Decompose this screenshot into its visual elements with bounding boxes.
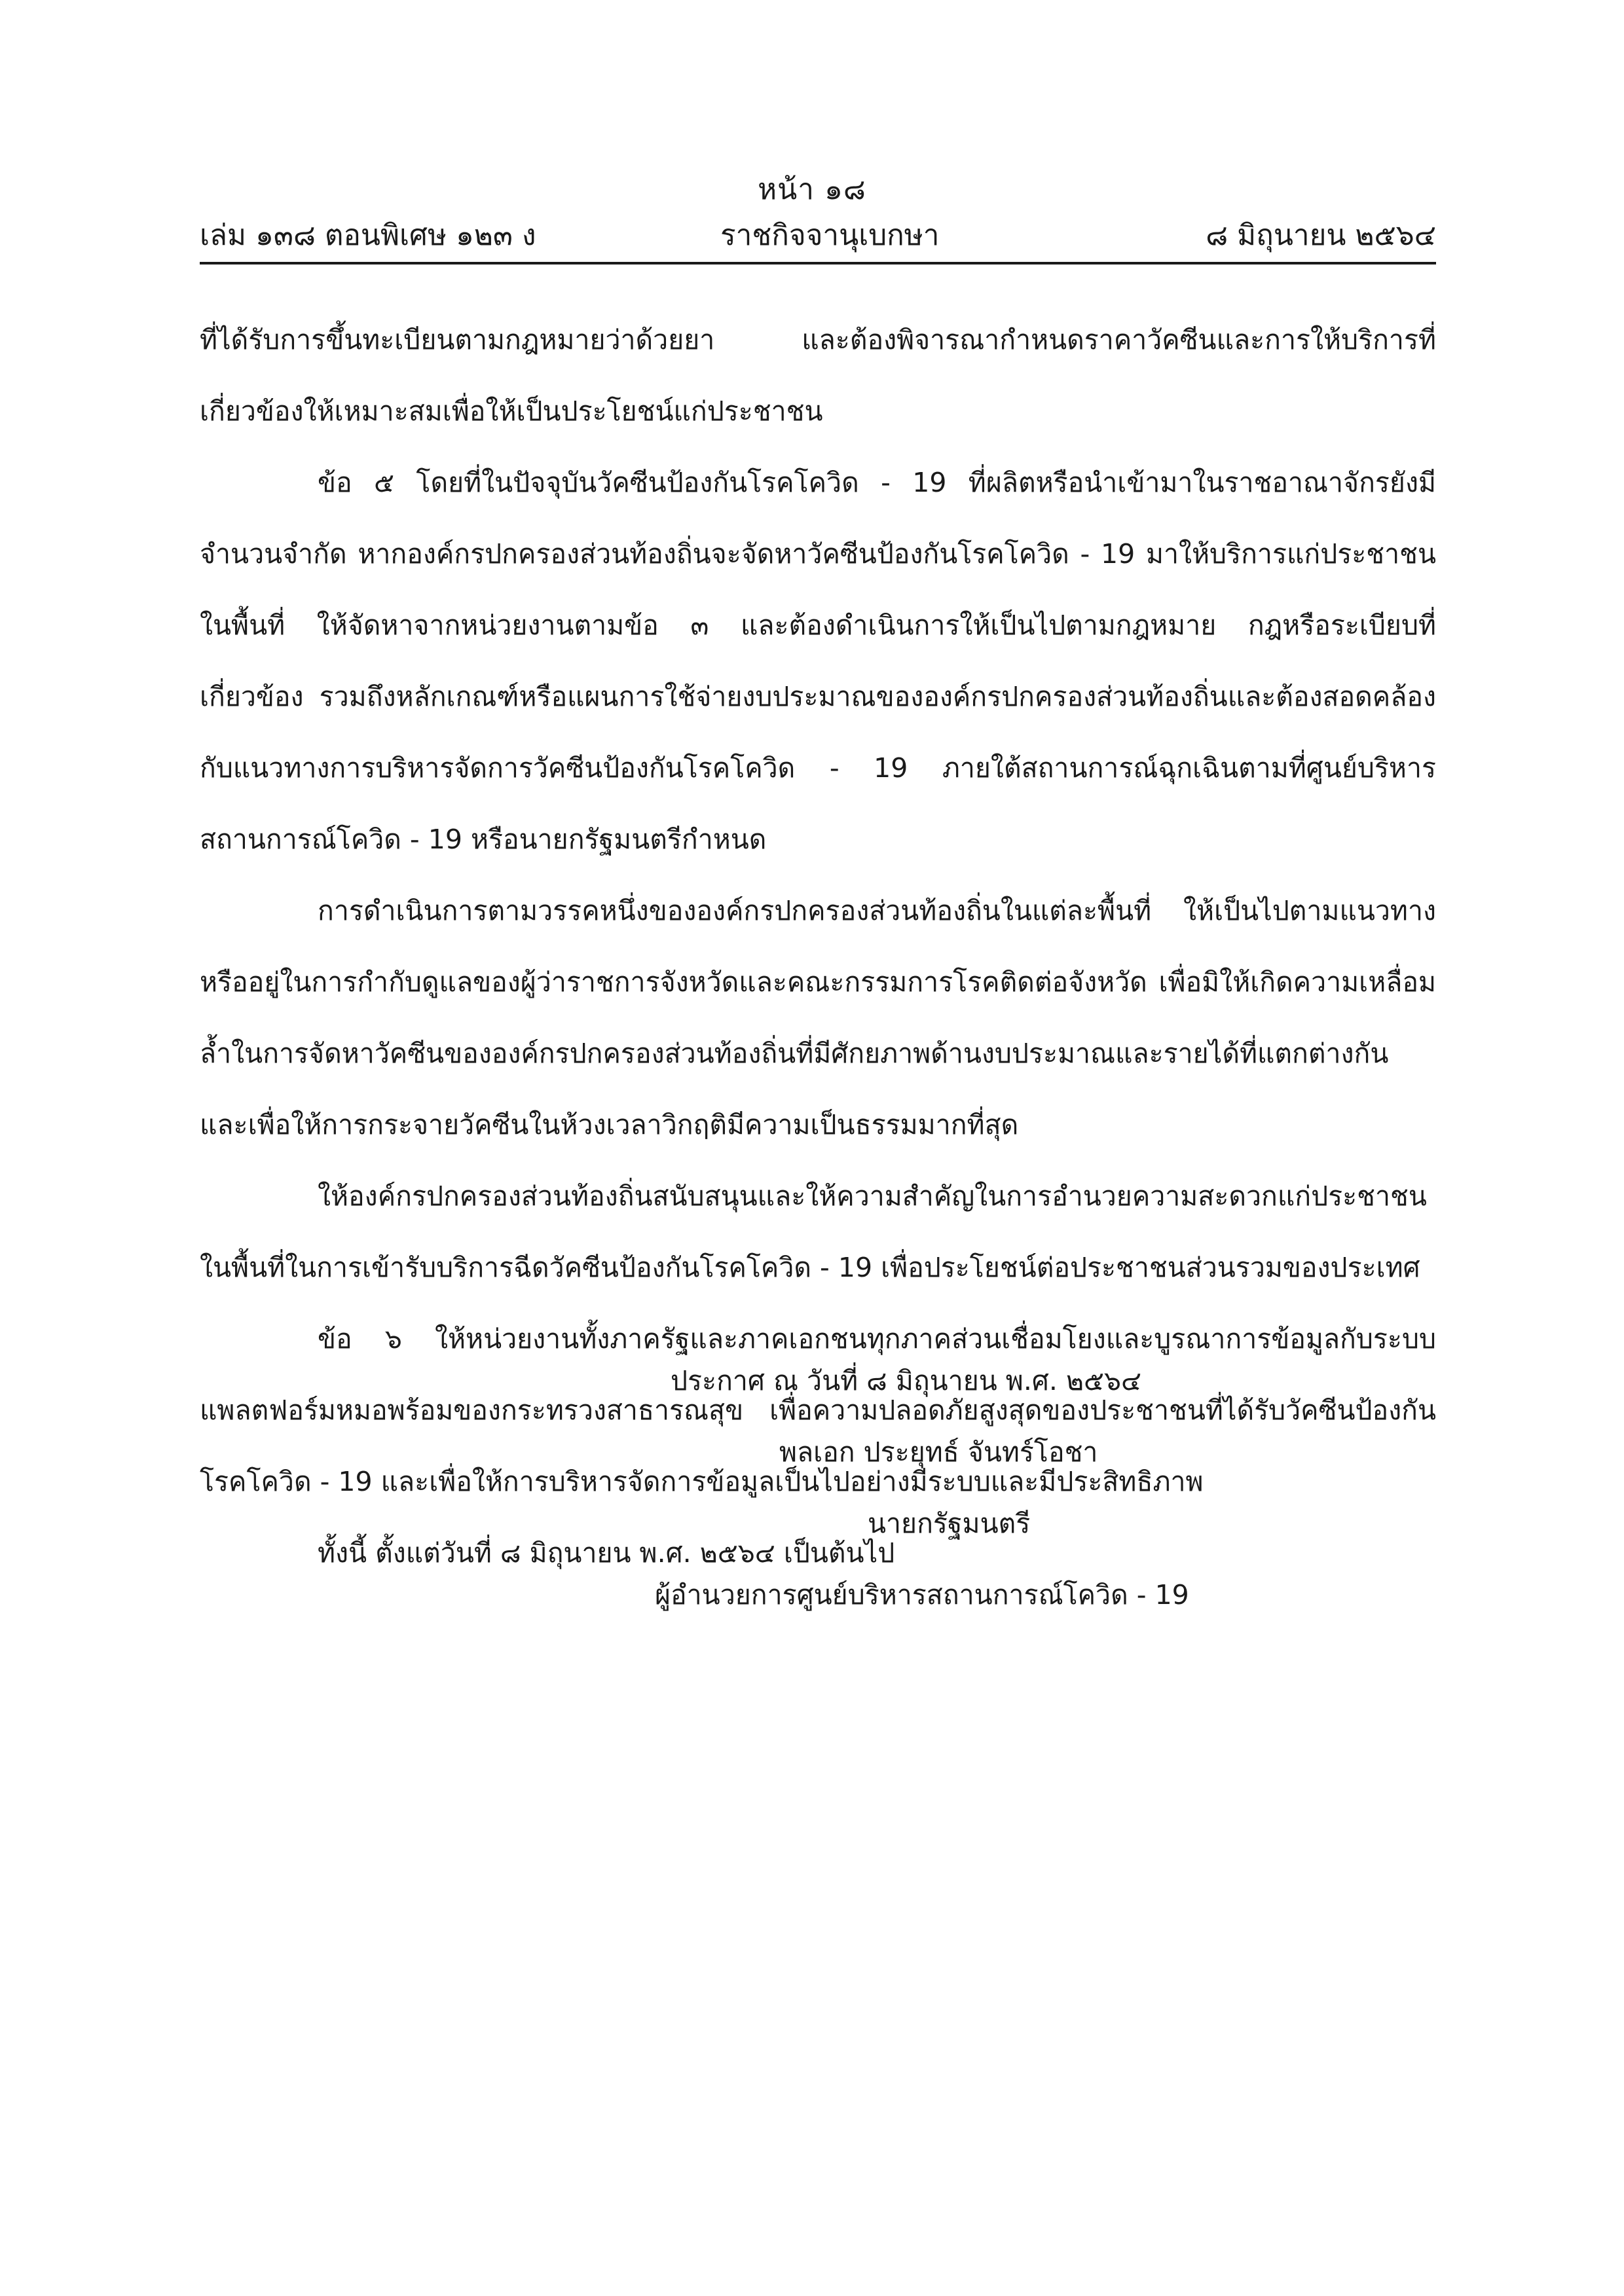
header-volume-issue: เล่ม ๑๓๘ ตอนพิเศษ ๑๒๓ ง <box>200 219 536 252</box>
signatory-role: ผู้อำนวยการศูนย์บริหารสถานการณ์โควิด - 19 <box>655 1579 1189 1611</box>
page-number: หน้า ๑๘ <box>758 173 866 206</box>
paragraph-continuation: ที่ได้รับการขึ้นทะเบียนตามกฎหมายว่าด้วยยา และต้องพิจารณากำหนดราคาวัคซีนและการให้บริการที่เกี่ยวข้องให้เหมาะสมเพื่อให้เป็นประโยชน์แก่ประชาชน <box>200 324 1436 427</box>
paragraph-clause-5-support: ให้องค์กรปกครองส่วนท้องถิ่นสนับสนุนและให้ความสำคัญในการอำนวยความสะดวกแก่ประชาชนในพื้นที่ในการเข้ารับบริการฉีดวัคซีนป้องกันโรคโควิด - 19 เพื่อประโยชน์ต่อประชาชนส่วนรวมของประเทศ <box>200 1180 1427 1283</box>
signatory-title: นายกรัฐมนตรี <box>868 1508 1031 1539</box>
signatory-name: พลเอก ประยุทธ์ จันทร์โอชา <box>779 1436 1098 1468</box>
header-gazette-title: ราชกิจจานุเบกษา <box>720 219 940 252</box>
paragraph-effective-date: ทั้งนี้ ตั้งแต่วันที่ ๘ มิถุนายน พ.ศ. ๒๕๖๔ เป็นต้นไป <box>318 1537 895 1569</box>
paragraph-clause-5-implementation: การดำเนินการตามวรรคหนึ่งขององค์กรปกครองส่วนท้องถิ่นในแต่ละพื้นที่ ให้เป็นไปตามแนวทางหรืออยู่ในการกำกับดูแลของผู้ว่าราชการจังหวัดและคณะกรรมการโรคติดต่อจังหวัด เพื่อมิให้เกิดความเหลื่อมล้ำในการจัดหาวัคซีนขององค์กรปกครองส่วนท้องถิ่นที่มีศักยภาพด้านงบประมาณและรายได้ที่แตกต่างกัน และเพื่อให้การกระจายวัคซีนในห้วงเวลาวิกฤติมีความเป็นธรรมมากที่สุด <box>200 895 1436 1140</box>
paragraph-clause-5: ข้อ ๕ โดยที่ในปัจจุบันวัคซีนป้องกันโรคโควิด - 19 ที่ผลิตหรือนำเข้ามาในราชอาณาจักรยังมีจำนวนจำกัด หากองค์กรปกครองส่วนท้องถิ่นจะจัดหาวัคซีนป้องกันโรคโควิด - 19 มาให้บริการแก่ประชาชนในพื้นที่ ให้จัดหาจากหน่วยงานตามข้อ ๓ และต้องดำเนินการให้เป็นไปตามกฎหมาย กฎหรือระเบียบที่เกี่ยวข้อง รวมถึงหลักเกณฑ์หรือแผนการใช้จ่ายงบประมาณขององค์กรปกครองส่วนท้องถิ่นและต้องสอดคล้องกับแนวทางการบริหารจัดการวัคซีนป้องกันโรคโควิด - 19 ภายใต้สถานการณ์ฉุกเฉินตามที่ศูนย์บริหารสถานการณ์โควิด - 19 หรือนายกรัฐมนตรีกำหนด <box>200 467 1436 855</box>
announcement-date: ประกาศ ณ วันที่ ๘ มิถุนายน พ.ศ. ๒๕๖๔ <box>671 1365 1142 1396</box>
header-divider <box>200 262 1436 264</box>
gazette-header <box>200 213 1436 259</box>
paragraph-clause-6: ข้อ ๖ ให้หน่วยงานทั้งภาครัฐและภาคเอกชนทุกภาคส่วนเชื่อมโยงและบูรณาการข้อมูลกับระบบแพลตฟอร์มหมอพร้อมของกระทรวงสาธารณสุข เพื่อความปลอดภัยสูงสุดของประชาชนที่ได้รับวัคซีนป้องกันโรคโควิด - 19 และเพื่อให้การบริหารจัดการข้อมูลเป็นไปอย่างมีระบบและมีประสิทธิภาพ <box>200 1323 1436 1497</box>
signature-block <box>655 1345 1310 1631</box>
header-date: ๘ มิถุนายน ๒๕๖๔ <box>1206 219 1436 252</box>
